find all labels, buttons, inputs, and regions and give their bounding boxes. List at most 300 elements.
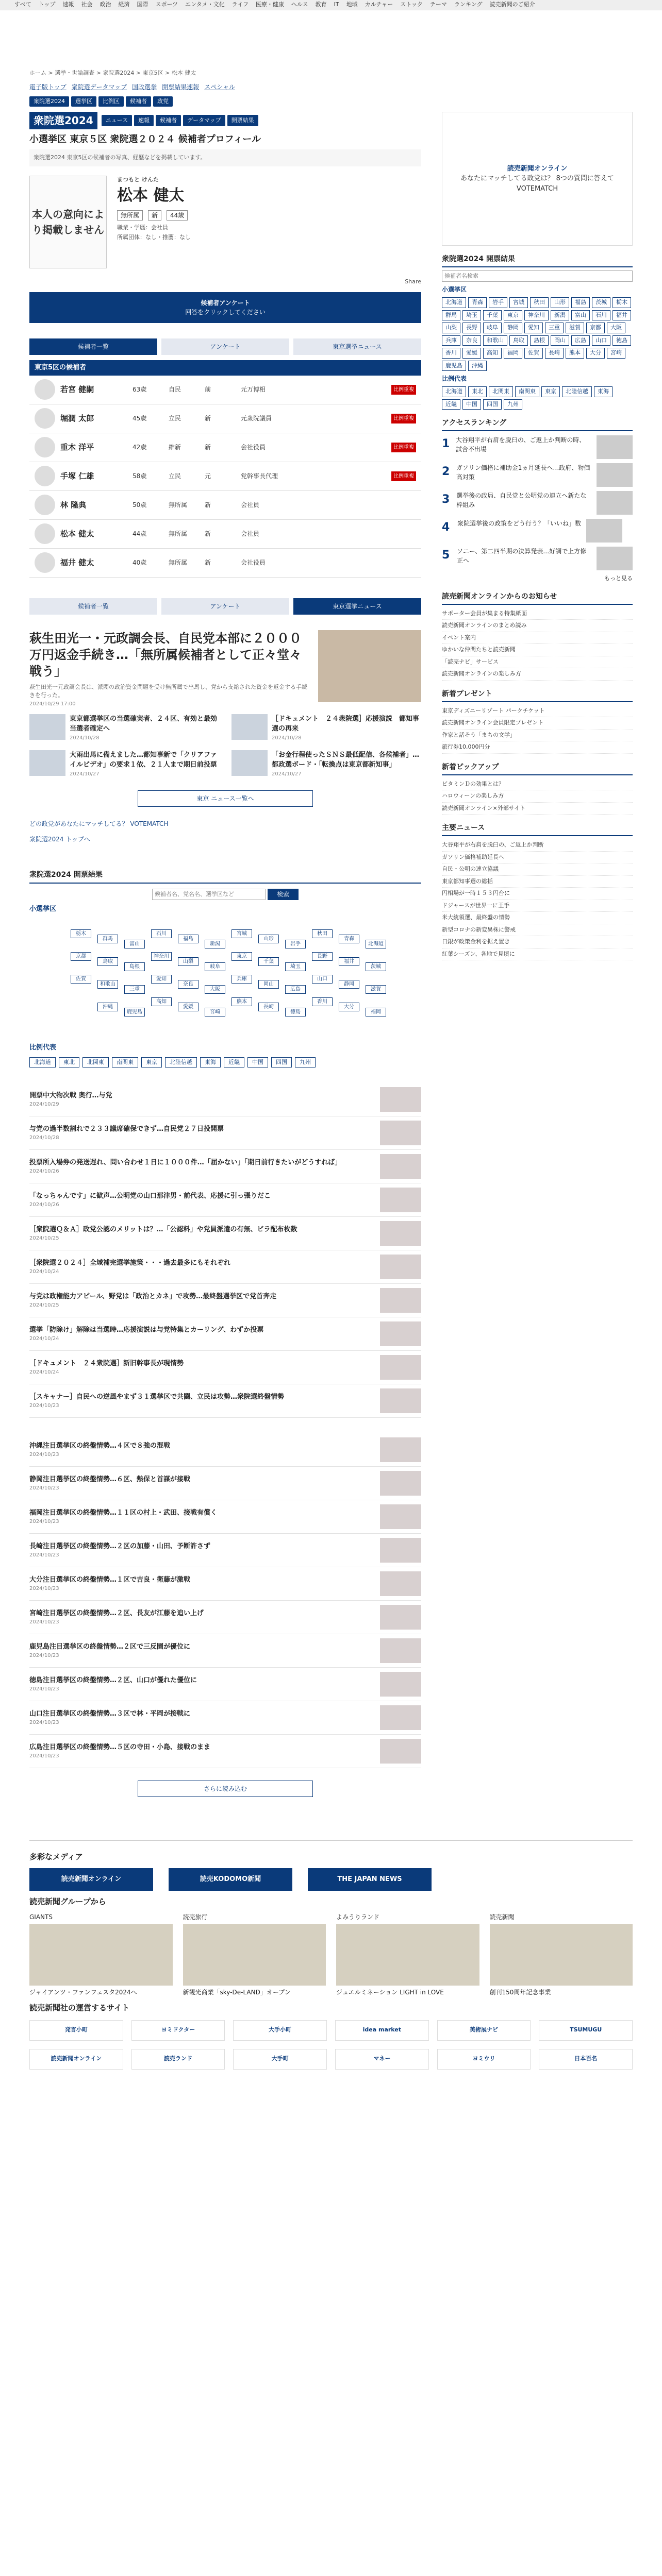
news-list-thumb[interactable] — [380, 1121, 421, 1145]
sidebar-pref-button[interactable]: 佐賀 — [524, 348, 543, 359]
prefecture-button[interactable]: 富山 — [124, 940, 145, 948]
election-logo[interactable]: 衆院選2024 — [29, 112, 97, 129]
news-list-title[interactable]: 徳島注目選挙区の終盤情勢…２区、山口が優れた優位に — [29, 1676, 197, 1684]
top-nav-item[interactable]: 読売新聞のご紹介 — [489, 1, 535, 8]
breadcrumb[interactable]: ホーム > 選挙・世論調査 > 衆院選2024 > 東京5区 > 松本 健太 — [29, 70, 196, 76]
sidebar-pref-button[interactable]: 広島 — [571, 335, 590, 346]
prefecture-button[interactable]: 千葉 — [258, 957, 279, 966]
group-thumb[interactable] — [490, 1924, 633, 1986]
news-list-title[interactable]: 福岡注目選挙区の終盤情勢…１１区の村上・武田、接戦有償く — [29, 1509, 218, 1517]
prefecture-button[interactable]: 長野 — [312, 952, 333, 961]
sidebar-pr-button[interactable]: 四国 — [483, 399, 502, 410]
sidebar-pref-button[interactable]: 茨城 — [592, 297, 610, 308]
prefecture-button[interactable]: 埼玉 — [285, 962, 306, 971]
candidate-row[interactable] — [29, 462, 421, 491]
pr-block-button[interactable]: 東北 — [59, 1057, 79, 1068]
info-item[interactable]: 「読売ナビ」サービス — [442, 656, 633, 669]
site-item[interactable] — [437, 2020, 531, 2041]
top-nav-item[interactable]: ランキング — [454, 1, 483, 8]
sidebar-pr-button[interactable]: 東海 — [594, 386, 613, 397]
present-item[interactable]: 作家と話そう「まちの文学」 — [442, 730, 633, 742]
prefecture-button[interactable]: 山梨 — [178, 957, 198, 966]
prefecture-button[interactable]: 東京 — [231, 952, 252, 961]
prefecture-button[interactable]: 長崎 — [258, 1003, 279, 1011]
prefecture-button[interactable]: 北海道 — [366, 940, 386, 948]
top-nav-item[interactable]: 国際 — [137, 1, 148, 8]
ranking-item[interactable] — [442, 435, 633, 459]
survey-banner[interactable] — [29, 292, 421, 323]
sidebar-pref-button[interactable]: 山形 — [551, 297, 569, 308]
news-list-title[interactable]: 開票中大物次戦 奥行…与党 — [29, 1091, 112, 1099]
candidate-row[interactable] — [29, 520, 421, 549]
sidebar-pref-button[interactable]: 徳島 — [613, 335, 631, 346]
candidate-row[interactable] — [29, 549, 421, 578]
news-item[interactable] — [29, 750, 219, 778]
site-item[interactable] — [29, 2020, 123, 2041]
news-list-item[interactable] — [29, 1116, 421, 1150]
news-list-title[interactable]: 静岡注目選挙区の終盤情勢…６区、熱保と首謀が接戦 — [29, 1475, 191, 1483]
subnav-item[interactable]: 電子版トップ — [29, 83, 67, 91]
sidebar-pref-button[interactable]: 山口 — [592, 335, 610, 346]
sidebar-pref-button[interactable]: 神奈川 — [524, 310, 549, 321]
load-more-button[interactable]: さらに読み込む — [138, 1781, 313, 1797]
election-tab[interactable]: 衆院選2024 — [29, 96, 69, 107]
ranking-thumb[interactable] — [597, 435, 633, 459]
news-list-thumb[interactable] — [380, 1471, 421, 1496]
results-search-button[interactable]: 検索 — [268, 889, 299, 900]
sidebar-pr-button[interactable]: 南関東 — [515, 386, 539, 397]
site-logo[interactable]: 日本百名 — [539, 2049, 633, 2070]
prefecture-button[interactable]: 愛知 — [151, 975, 172, 984]
sidebar-ad[interactable] — [442, 112, 633, 246]
prefecture-button[interactable]: 島根 — [124, 962, 145, 971]
news-list-thumb[interactable] — [380, 1504, 421, 1529]
prefecture-button[interactable]: 徳島 — [285, 1008, 306, 1016]
results-search-input[interactable] — [152, 889, 266, 900]
prefecture-button[interactable]: 兵庫 — [231, 975, 252, 984]
prefecture-button[interactable]: 山口 — [312, 975, 333, 984]
top-nav-item[interactable]: ライフ — [231, 1, 249, 8]
top-nav-item[interactable]: IT — [334, 1, 339, 8]
prefecture-button[interactable]: 福井 — [339, 957, 359, 966]
election-pill[interactable]: 開票結果 — [227, 115, 258, 127]
news-list-item[interactable] — [29, 1284, 421, 1317]
prefecture-button[interactable]: 茨城 — [366, 962, 386, 971]
group-title[interactable]: ジャイアンツ・ファンフェスタ2024へ — [29, 1989, 137, 1996]
prefecture-button[interactable]: 佐賀 — [71, 975, 91, 984]
sidebar-pr-button[interactable]: 北陸信越 — [562, 386, 592, 397]
news-list-thumb[interactable] — [380, 1321, 421, 1346]
sidebar-pref-button[interactable]: 三重 — [545, 323, 564, 333]
top-news-image[interactable] — [318, 630, 421, 702]
election-pill[interactable]: データマップ — [183, 115, 225, 127]
sidebar-pr-button[interactable]: 東京 — [541, 386, 560, 397]
news-list-title[interactable]: 沖縄注目選挙区の終盤情勢…４区で８強の混戦 — [29, 1442, 171, 1450]
media-logo[interactable]: 読売KODOMO新聞 — [169, 1868, 292, 1891]
site-item[interactable] — [539, 2020, 633, 2041]
news-list-thumb[interactable] — [380, 1188, 421, 1212]
group-item[interactable] — [29, 1912, 173, 1997]
news-list-item[interactable] — [29, 1384, 421, 1418]
prefecture-button[interactable]: 静岡 — [339, 980, 359, 989]
site-logo[interactable]: ヨミドクター — [131, 2020, 225, 2041]
sidebar-pref-button[interactable]: 香川 — [442, 348, 460, 359]
ranking-title[interactable]: ガソリン価格に補助金1ヵ月延長へ…政府、物価高対策 — [456, 464, 590, 481]
media-logo[interactable]: 読売新聞オンライン — [29, 1868, 153, 1891]
news-item-title[interactable]: ［ドキュメント ２４衆院選］応援演説 都知事選の再来 — [272, 715, 420, 733]
sidebar-pr-button[interactable]: 九州 — [504, 399, 522, 410]
site-item[interactable] — [437, 2049, 531, 2070]
sidebar-pref-button[interactable]: 埼玉 — [462, 310, 481, 321]
sidebar-pref-button[interactable]: 京都 — [586, 323, 605, 333]
group-thumb[interactable] — [183, 1924, 326, 1986]
main-item[interactable]: 円相場が一時１５３円台に — [442, 888, 633, 900]
ranking-thumb[interactable] — [597, 491, 633, 515]
news-list-item[interactable] — [29, 1500, 421, 1534]
news-thumb[interactable] — [231, 714, 268, 740]
top-nav-item[interactable]: カルチャー — [365, 1, 393, 8]
present-item[interactable]: 東京ディズニーリゾート パークチケット — [442, 705, 633, 718]
news-list-thumb[interactable] — [380, 1221, 421, 1246]
sidebar-pref-button[interactable]: 群馬 — [442, 310, 460, 321]
prefecture-button[interactable]: 奈良 — [178, 980, 198, 989]
sidebar-pref-button[interactable]: 沖縄 — [468, 361, 487, 371]
top-nav-item[interactable]: ストック — [400, 1, 423, 8]
news-thumb[interactable] — [29, 714, 65, 740]
sidebar-pref-button[interactable]: 愛知 — [524, 323, 543, 333]
site-logo[interactable]: 読売ランド — [131, 2049, 225, 2070]
candidate-row-name[interactable]: 手塚 仁雄 — [60, 471, 94, 481]
candidate-row[interactable] — [29, 433, 421, 462]
sidebar-pr-button[interactable]: 北関東 — [489, 386, 513, 397]
pr-block-button[interactable]: 東京 — [141, 1057, 162, 1068]
site-item[interactable] — [233, 2020, 327, 2041]
votematch-banner[interactable]: どの政党があなたにマッチしてる？ VOTEMATCH — [29, 820, 169, 827]
prefecture-button[interactable]: 三重 — [124, 985, 145, 994]
prefecture-button[interactable]: 栃木 — [71, 929, 91, 938]
news-list-title[interactable]: 与党の過半数割れで２３３議席確保できず…自民党２７日投開票 — [29, 1125, 224, 1133]
news-list-title[interactable]: 与党は政権能力アピール、野党は「政治とカネ」で攻勢…最終盤選挙区で党首奔走 — [29, 1292, 277, 1300]
news-list-title[interactable]: 鹿児島注目選挙区の終盤情勢…２区で三反園が優位に — [29, 1642, 191, 1651]
sidebar-pref-button[interactable]: 石川 — [592, 310, 610, 321]
sidebar-pref-button[interactable]: 富山 — [571, 310, 590, 321]
top-nav-item[interactable]: 教育 — [315, 1, 327, 8]
info-item[interactable]: サポーター会員が集まる特集紙面 — [442, 608, 633, 620]
candidate-row-name[interactable]: 重木 洋平 — [60, 442, 94, 452]
group-item[interactable] — [490, 1912, 633, 1997]
prefecture-button[interactable]: 熊本 — [231, 997, 252, 1006]
news-list-item[interactable] — [29, 1183, 421, 1217]
group-title[interactable]: ジュエルミネーション LIGHT in LOVE — [336, 1989, 444, 1996]
prefecture-button[interactable]: 鹿児島 — [124, 1008, 145, 1016]
news-list-title[interactable]: 選挙「防除け」解除は当選時…応援演説は与党特集とカーリング、わずか投票 — [29, 1326, 264, 1334]
prefecture-button[interactable]: 大分 — [339, 1003, 359, 1011]
top-nav-item[interactable]: 政治 — [100, 1, 111, 8]
news-item[interactable] — [29, 714, 219, 742]
election-pill[interactable]: 速報 — [134, 115, 154, 127]
site-item[interactable] — [29, 2049, 123, 2070]
prefecture-button[interactable]: 沖縄 — [97, 1003, 118, 1011]
news-list-title[interactable]: ［衆院選２０２４］全域補完選挙施策・・・過去最多にもそれぞれ — [29, 1259, 231, 1267]
sidebar-pref-button[interactable]: 宮城 — [509, 297, 528, 308]
subnav-item[interactable]: スペシャル — [204, 83, 235, 91]
sidebar-pref-button[interactable]: 山梨 — [442, 323, 460, 333]
sidebar-pref-button[interactable]: 福岡 — [504, 348, 522, 359]
info-item[interactable]: 読売新聞オンラインの楽しみ方 — [442, 668, 633, 681]
sidebar-pref-button[interactable]: 高知 — [483, 348, 502, 359]
site-logo[interactable]: idea market — [335, 2020, 429, 2041]
media-logo[interactable]: THE JAPAN NEWS — [308, 1868, 432, 1891]
sidebar-pref-button[interactable]: 新潟 — [551, 310, 569, 321]
news-list-item[interactable] — [29, 1317, 421, 1351]
sidebar-pref-button[interactable]: 宮崎 — [607, 348, 625, 359]
candidate-row[interactable] — [29, 404, 421, 433]
election-tab[interactable]: 比例区 — [98, 96, 124, 107]
main-item[interactable]: 米大統領選、最終盤の情勢 — [442, 912, 633, 924]
sidebar-pr-button[interactable]: 東北 — [468, 386, 487, 397]
site-logo[interactable]: 読売新聞オンライン — [29, 2049, 123, 2070]
news-list-item[interactable] — [29, 1467, 421, 1500]
news-list-item[interactable] — [29, 1534, 421, 1567]
main-item[interactable]: 日銀が政策金利を据え置き — [442, 936, 633, 948]
election-tab[interactable]: 選挙区 — [71, 96, 96, 107]
sidebar-pref-button[interactable]: 鳥取 — [509, 335, 528, 346]
prefecture-button[interactable]: 岐阜 — [205, 962, 225, 971]
news-list-title[interactable]: 宮崎注目選挙区の終盤情勢…２区、長友が江藤を追い上げ — [29, 1609, 204, 1617]
main-item[interactable]: 紅葉シーズン、各地で見頃に — [442, 948, 633, 961]
site-logo[interactable]: 発言小町 — [29, 2020, 123, 2041]
sidebar-pref-button[interactable]: 北海道 — [442, 297, 466, 308]
prefecture-button[interactable]: 京都 — [71, 952, 91, 961]
site-item[interactable] — [539, 2049, 633, 2070]
candidate-row-name[interactable]: 若宮 健嗣 — [60, 384, 94, 394]
news-list-title[interactable]: 山口注目選挙区の終盤情勢…３区で林・平岡が接戦に — [29, 1709, 191, 1718]
news-list-item[interactable] — [29, 1351, 421, 1384]
news-item-title[interactable]: 「お金行程使ったＳＮＳ最低配信、各候補者」…都政選ボード・「転換点は東京都新知事」 — [272, 751, 420, 769]
top-nav-item[interactable]: スポーツ — [155, 1, 178, 8]
news-more-button[interactable]: 東京 ニュース一覧へ — [138, 790, 313, 807]
ranking-item[interactable] — [442, 519, 633, 543]
news-list-item[interactable] — [29, 1668, 421, 1701]
sidebar-pref-button[interactable]: 長崎 — [545, 348, 564, 359]
news-item[interactable] — [231, 750, 421, 778]
prefecture-button[interactable]: 高知 — [151, 997, 172, 1006]
sidebar-pref-button[interactable]: 岡山 — [551, 335, 569, 346]
news-list-item[interactable] — [29, 1634, 421, 1668]
top-nav-item[interactable]: 速報 — [62, 1, 74, 8]
sidebar-pref-button[interactable]: 東京 — [504, 310, 522, 321]
news-list-item[interactable] — [29, 1083, 421, 1116]
prefecture-button[interactable]: 神奈川 — [151, 952, 172, 961]
top-nav-item[interactable]: 地域 — [346, 1, 358, 8]
ranking-item[interactable] — [442, 547, 633, 570]
site-item[interactable] — [335, 2020, 429, 2041]
election-pill[interactable]: 候補者 — [156, 115, 181, 127]
sidebar-pref-button[interactable]: 滋賀 — [566, 323, 584, 333]
ranking-item[interactable] — [442, 491, 633, 515]
tab-0[interactable]: 候補者一覧 — [29, 338, 157, 355]
pr-block-button[interactable]: 四国 — [271, 1057, 292, 1068]
news-list-thumb[interactable] — [380, 1355, 421, 1380]
sidebar-pref-button[interactable]: 奈良 — [462, 335, 481, 346]
news-list-item[interactable] — [29, 1217, 421, 1250]
site-logo[interactable]: 大手小町 — [233, 2020, 327, 2041]
sidebar-pref-button[interactable]: 福島 — [571, 297, 590, 308]
pr-block-button[interactable]: 北陸信越 — [165, 1057, 197, 1068]
group-item[interactable] — [336, 1912, 479, 1997]
candidate-row[interactable] — [29, 376, 421, 404]
pr-block-button[interactable]: 北関東 — [82, 1057, 109, 1068]
prefecture-button[interactable]: 香川 — [312, 997, 333, 1006]
site-logo[interactable]: 美術展ナビ — [437, 2020, 531, 2041]
sidebar-pref-button[interactable]: 長野 — [462, 323, 481, 333]
news-tab-1[interactable]: アンケート — [161, 598, 289, 615]
subnav-item[interactable]: 国政選挙 — [132, 83, 157, 91]
news-tab-0[interactable]: 候補者一覧 — [29, 598, 157, 615]
site-logo[interactable]: 大手町 — [233, 2049, 327, 2070]
prefecture-button[interactable]: 宮崎 — [205, 1008, 225, 1016]
sidebar-pref-button[interactable]: 島根 — [530, 335, 549, 346]
sidebar-pref-button[interactable]: 静岡 — [504, 323, 522, 333]
sidebar-pr-button[interactable]: 近畿 — [442, 399, 460, 410]
site-item[interactable] — [335, 2049, 429, 2070]
news-list-item[interactable] — [29, 1701, 421, 1735]
prefecture-button[interactable]: 和歌山 — [97, 980, 118, 989]
sidebar-pref-button[interactable]: 秋田 — [530, 297, 549, 308]
group-title[interactable]: 新観光商業「sky-De-LAND」オープン — [183, 1989, 291, 1996]
election-tab[interactable]: 候補者 — [126, 96, 151, 107]
pr-block-button[interactable]: 東海 — [200, 1057, 221, 1068]
ranking-item[interactable] — [442, 463, 633, 487]
top-nav-item[interactable]: 医療・健康 — [255, 1, 284, 8]
election-top-link[interactable]: 衆院選2024 トップへ — [29, 835, 90, 843]
main-item[interactable]: ガソリン価格補助延長へ — [442, 852, 633, 864]
prefecture-button[interactable]: 石川 — [151, 929, 172, 938]
group-thumb[interactable] — [29, 1924, 173, 1986]
sidebar-pref-button[interactable]: 大分 — [586, 348, 605, 359]
ranking-thumb[interactable] — [597, 547, 633, 570]
news-list-thumb[interactable] — [380, 1571, 421, 1596]
info-item[interactable]: イベント案内 — [442, 632, 633, 645]
top-nav-item[interactable]: トップ — [38, 1, 56, 8]
group-item[interactable] — [183, 1912, 326, 1997]
main-item[interactable]: 新型コロナの新変異株に警戒 — [442, 924, 633, 937]
sidebar-pref-button[interactable]: 和歌山 — [483, 335, 507, 346]
main-item[interactable]: ドジャースが世界一に王手 — [442, 900, 633, 912]
group-thumb[interactable] — [336, 1924, 479, 1986]
news-list-title[interactable]: 投票所入場券の発送遅れ、問い合わせ１日に１０００件…「届かない」「期日前行きたいがどうすれば」 — [29, 1158, 342, 1166]
prefecture-button[interactable]: 大阪 — [205, 985, 225, 994]
sidebar-pr-button[interactable]: 中国 — [462, 399, 481, 410]
news-item-title[interactable]: 大雨出馬に備えました…都知事新で「クリアファイルビデオ」の要求１依、２１人まで期日前投票 — [70, 751, 217, 769]
pickup-item[interactable]: ハロウィーンの楽しみ方 — [442, 790, 633, 803]
prefecture-button[interactable]: 新潟 — [205, 940, 225, 948]
candidate-row[interactable] — [29, 491, 421, 520]
sidebar-pref-button[interactable]: 愛媛 — [462, 348, 481, 359]
news-item-title[interactable]: 東京都選挙区の当選確実者、２４区、有効と最効当選者確定へ — [70, 715, 218, 733]
pr-block-button[interactable]: 近畿 — [224, 1057, 244, 1068]
news-list-item[interactable] — [29, 1150, 421, 1183]
sidebar-pr-button[interactable]: 北海道 — [442, 386, 466, 397]
present-item[interactable]: 読売新聞オンライン会員限定プレゼント — [442, 717, 633, 730]
info-item[interactable]: 読売新聞オンラインのまとめ読み — [442, 620, 633, 632]
news-thumb[interactable] — [29, 750, 65, 776]
news-tab-2[interactable]: 東京選挙ニュース — [293, 598, 421, 615]
ranking-title[interactable]: 衆院選挙後の政策をどう行う？「いいね」数 — [457, 520, 582, 527]
prefecture-button[interactable]: 福島 — [178, 935, 198, 943]
news-item[interactable] — [231, 714, 421, 742]
prefecture-button[interactable]: 愛媛 — [178, 1003, 198, 1011]
subnav-item[interactable]: 衆院選データマップ — [71, 83, 127, 91]
news-list-thumb[interactable] — [380, 1705, 421, 1730]
news-list-thumb[interactable] — [380, 1638, 421, 1663]
news-list-title[interactable]: ［衆院選Ｑ＆Ａ］政党公認のメリットは？…「公認料」や党員派遣の有無、ビラ配布枚数 — [29, 1225, 297, 1233]
news-list-title[interactable]: 広島注目選挙区の終盤情勢…５区の寺田・小島、接戦のまま — [29, 1743, 211, 1751]
news-list-thumb[interactable] — [380, 1388, 421, 1413]
candidate-row-name[interactable]: 松本 健太 — [60, 529, 94, 538]
candidate-row-name[interactable]: 林 隆典 — [60, 500, 87, 510]
election-pill[interactable]: ニュース — [102, 115, 132, 127]
ranking-thumb[interactable] — [597, 463, 633, 487]
sidebar-pref-button[interactable]: 福井 — [613, 310, 631, 321]
news-list-title[interactable]: ［ドキュメント ２４衆院選］新旧幹事長が現情勢 — [29, 1359, 184, 1367]
present-item[interactable]: 旅行券10,000円分 — [442, 741, 633, 754]
news-list-title[interactable]: 長崎注目選挙区の終盤情勢…２区の加藤・山田、予断許さず — [29, 1542, 211, 1550]
share-button[interactable]: Share — [405, 278, 421, 285]
news-list-thumb[interactable] — [380, 1605, 421, 1630]
news-list-thumb[interactable] — [380, 1255, 421, 1279]
top-news[interactable] — [29, 630, 421, 708]
tab-2[interactable]: 東京選挙ニュース — [293, 338, 421, 355]
prefecture-button[interactable]: 山形 — [258, 935, 279, 943]
prefecture-button[interactable]: 青森 — [339, 935, 359, 943]
news-list-item[interactable] — [29, 1601, 421, 1634]
ranking-title[interactable]: 大谷翔平が右肩を脱臼の、ご返上か判断の時、試合不出場 — [455, 436, 586, 453]
sidebar-pref-button[interactable]: 青森 — [468, 297, 487, 308]
sidebar-pref-button[interactable]: 熊本 — [566, 348, 584, 359]
news-list-thumb[interactable] — [380, 1538, 421, 1563]
ranking-thumb[interactable] — [586, 519, 622, 543]
candidate-row-name[interactable]: 福井 健太 — [60, 557, 94, 567]
site-logo[interactable]: マネー — [335, 2049, 429, 2070]
news-thumb[interactable] — [231, 750, 268, 776]
group-title[interactable]: 創刊150周年記念事業 — [489, 1989, 551, 1996]
top-news-title[interactable]: 萩生田光一・元政調会長、自民党本部に２０００万円返金手続き…「無所属候補者として正々堂々戦う」 — [29, 631, 302, 679]
news-list-thumb[interactable] — [380, 1087, 421, 1112]
pr-block-button[interactable]: 九州 — [295, 1057, 316, 1068]
news-list-title[interactable]: 「なっちゃんです」に歓声…公明党の山口那津男・前代表、応援に引っ張りだこ — [29, 1192, 271, 1200]
top-nav-item[interactable]: ヘルス — [291, 1, 308, 8]
news-list-thumb[interactable] — [380, 1288, 421, 1313]
news-list-thumb[interactable] — [380, 1154, 421, 1179]
prefecture-button[interactable]: 岡山 — [258, 980, 279, 989]
prefecture-button[interactable]: 福岡 — [366, 1008, 386, 1016]
top-nav-item[interactable]: エンタメ・文化 — [185, 1, 225, 8]
tab-1[interactable]: アンケート — [161, 338, 289, 355]
site-item[interactable] — [131, 2049, 225, 2070]
subnav-item[interactable]: 開票結果速報 — [162, 83, 200, 91]
news-list-thumb[interactable] — [380, 1739, 421, 1764]
prefecture-button[interactable]: 秋田 — [312, 929, 333, 938]
pr-block-button[interactable]: 中国 — [247, 1057, 268, 1068]
prefecture-button[interactable]: 鳥取 — [97, 957, 118, 966]
sidebar-pref-button[interactable]: 栃木 — [613, 297, 631, 308]
main-item[interactable]: 大谷翔平が右肩を脱臼の、ご返上か判断 — [442, 839, 633, 852]
news-list-thumb[interactable] — [380, 1437, 421, 1462]
top-nav-item[interactable]: 社会 — [81, 1, 93, 8]
news-list-item[interactable] — [29, 1567, 421, 1601]
pr-block-button[interactable]: 南関東 — [112, 1057, 138, 1068]
